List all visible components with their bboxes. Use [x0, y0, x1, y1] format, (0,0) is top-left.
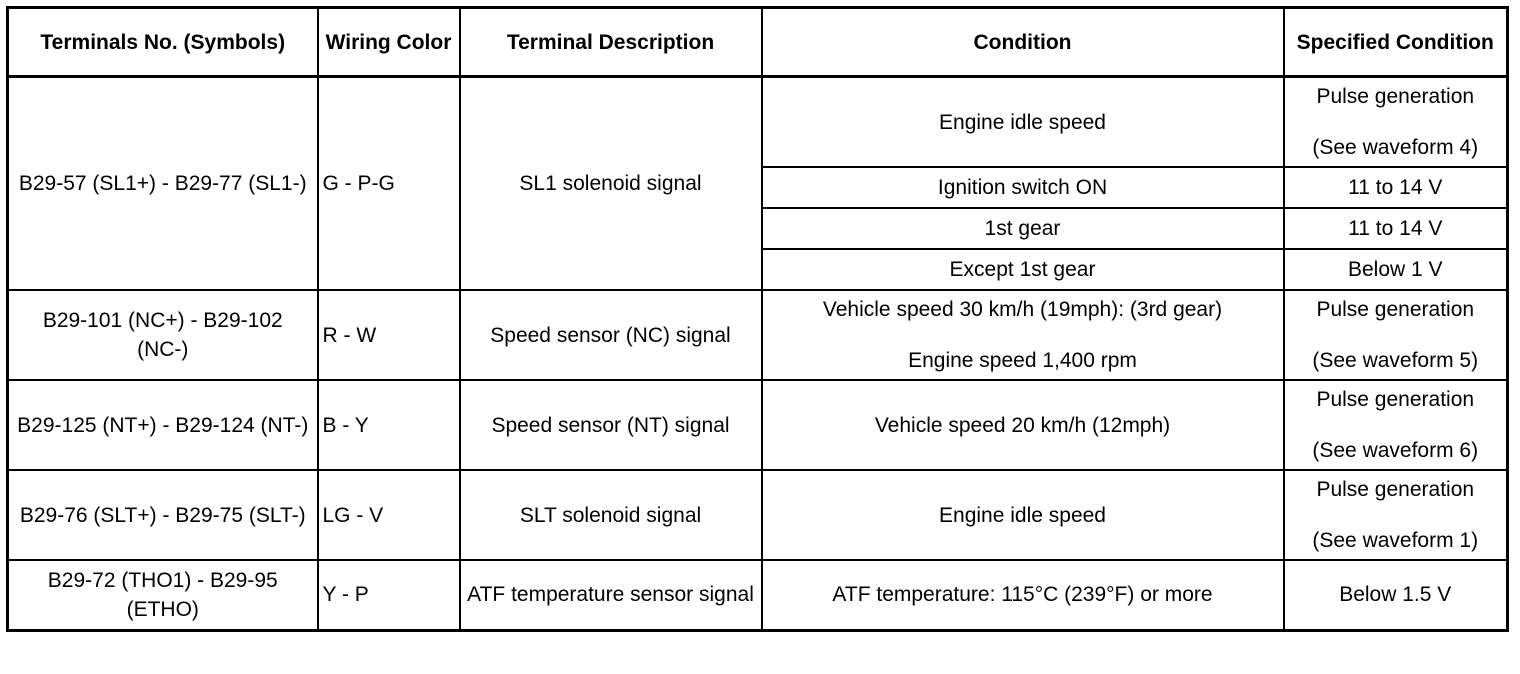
header-terminals: Terminals No. (Symbols)	[8, 8, 318, 77]
specified-condition-cell: 11 to 14 V	[1284, 167, 1508, 208]
terminal-description-cell: SL1 solenoid signal	[460, 77, 762, 291]
spec-line: (See waveform 6)	[1312, 439, 1479, 462]
table-row	[8, 470, 1508, 560]
specified-condition-cell: 11 to 14 V	[1284, 208, 1508, 249]
table-row	[8, 77, 1508, 168]
condition-cell: ATF temperature: 115°C (239°F) or more	[762, 560, 1284, 630]
specified-condition-cell	[1284, 470, 1508, 560]
table-row	[8, 560, 1508, 630]
condition-cell: Engine idle speed	[762, 470, 1284, 560]
condition-cell: Ignition switch ON	[762, 167, 1284, 208]
terminal-description-cell: Speed sensor (NC) signal	[460, 290, 762, 380]
header-specified-condition: Specified Condition	[1284, 8, 1508, 77]
terminals-cell: B29-125 (NT+) - B29-124 (NT-)	[8, 380, 318, 470]
terminals-cell: B29-101 (NC+) - B29-102 (NC-)	[8, 290, 318, 380]
spec-line: (See waveform 4)	[1312, 136, 1479, 159]
condition-cell	[762, 290, 1284, 380]
spec-line: Pulse generation	[1316, 478, 1475, 501]
condition-cell: Except 1st gear	[762, 249, 1284, 290]
spec-line: (See waveform 1)	[1312, 529, 1479, 552]
condition-cell: Vehicle speed 20 km/h (12mph)	[762, 380, 1284, 470]
header-row	[8, 8, 1508, 77]
specified-condition-cell: Below 1.5 V	[1284, 560, 1508, 630]
terminals-cell: B29-72 (THO1) - B29-95 (ETHO)	[8, 560, 318, 630]
terminal-table-container	[6, 6, 1509, 632]
wiring-color-cell: Y - P	[318, 560, 460, 630]
condition-line: Vehicle speed 30 km/h (19mph): (3rd gear)	[822, 298, 1223, 321]
header-terminal-description: Terminal Description	[460, 8, 762, 77]
terminals-cell: B29-76 (SLT+) - B29-75 (SLT-)	[8, 470, 318, 560]
spec-line: Pulse generation	[1316, 85, 1475, 108]
terminal-description-cell: SLT solenoid signal	[460, 470, 762, 560]
terminal-description-cell: ATF temperature sensor signal	[460, 560, 762, 630]
condition-cell: Engine idle speed	[762, 77, 1284, 168]
specified-condition-cell	[1284, 380, 1508, 470]
header-condition: Condition	[762, 8, 1284, 77]
terminals-cell: B29-57 (SL1+) - B29-77 (SL1-)	[8, 77, 318, 291]
table-row	[8, 290, 1508, 380]
spec-line: Pulse generation	[1316, 388, 1475, 411]
wiring-color-cell: LG - V	[318, 470, 460, 560]
specified-condition-cell	[1284, 77, 1508, 168]
table-row	[8, 380, 1508, 470]
condition-line: Engine speed 1,400 rpm	[908, 349, 1137, 372]
specified-condition-cell: Below 1 V	[1284, 249, 1508, 290]
wiring-color-cell: B - Y	[318, 380, 460, 470]
spec-line: Pulse generation	[1316, 298, 1475, 321]
wiring-color-cell: G - P-G	[318, 77, 460, 291]
condition-cell: 1st gear	[762, 208, 1284, 249]
specified-condition-cell	[1284, 290, 1508, 380]
terminal-description-cell: Speed sensor (NT) signal	[460, 380, 762, 470]
terminal-table	[6, 6, 1509, 632]
header-wiring-color: Wiring Color	[318, 8, 460, 77]
spec-line: (See waveform 5)	[1312, 349, 1479, 372]
wiring-color-cell: R - W	[318, 290, 460, 380]
